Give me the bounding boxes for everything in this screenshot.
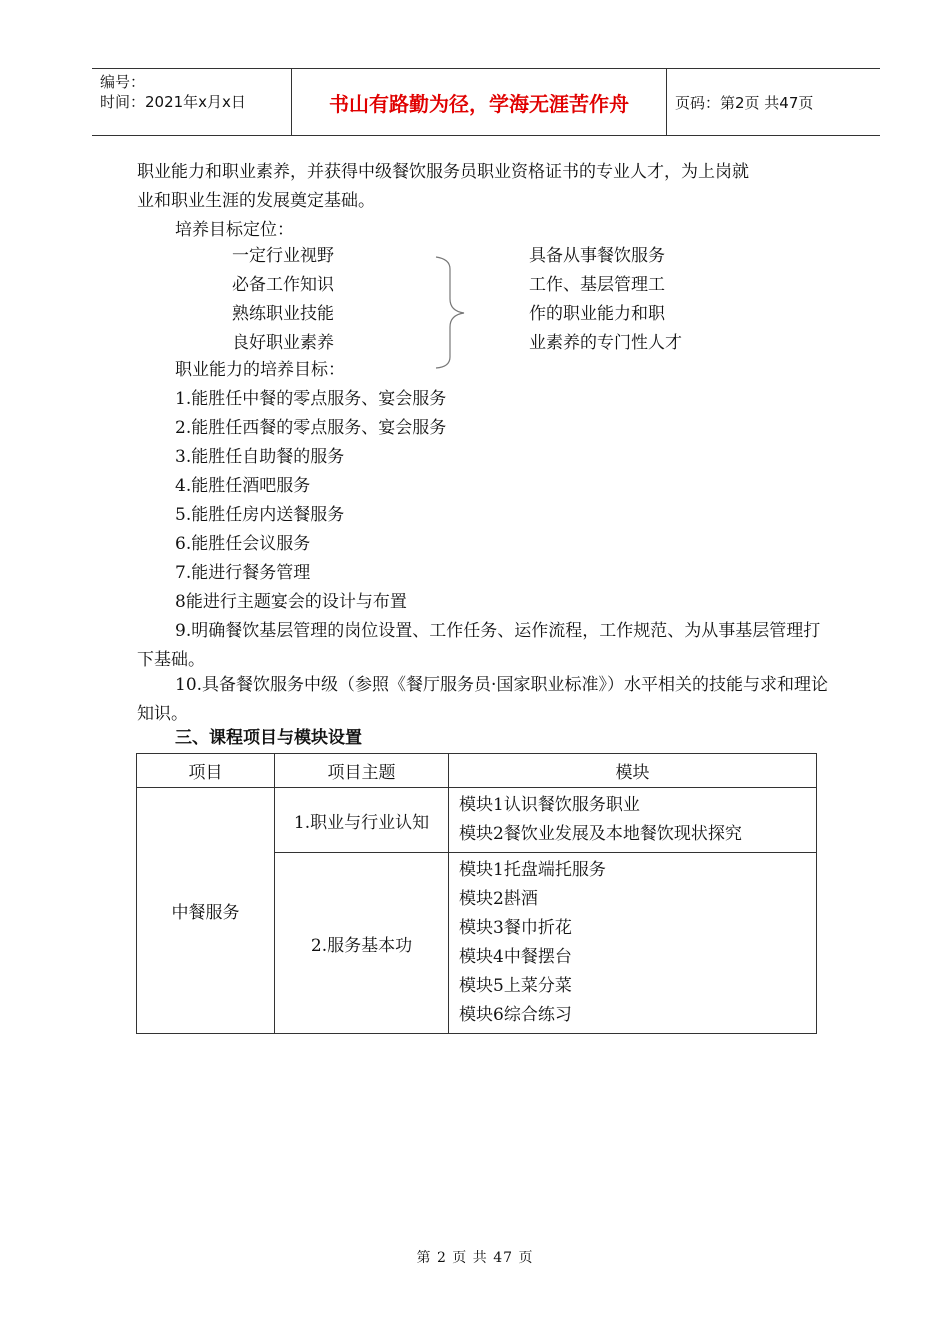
positioning-left-item: 必备工作知识 (232, 275, 334, 295)
page-footer: 第 2 页 共 47 页 (416, 1250, 534, 1266)
module-item: 模块1托盘端托服务 (459, 860, 606, 880)
positioning-title: 培养目标定位： (175, 220, 294, 240)
topic-cell: 1.职业与行业认知 (275, 788, 449, 853)
positioning-left-item: 良好职业素养 (232, 333, 334, 353)
table-header-row (137, 754, 817, 788)
module-item: 模块3餐巾折花 (459, 918, 572, 938)
positioning-right-line: 作的职业能力和职 (529, 304, 665, 324)
module-item: 模块1认识餐饮服务职业 (459, 795, 640, 815)
ability-item: 8能进行主题宴会的设计与布置 (175, 592, 407, 612)
column-header: 项目 (137, 754, 275, 788)
ability-item: 3.能胜任自助餐的服务 (175, 447, 345, 467)
column-header: 项目主题 (275, 754, 449, 788)
ability-item-9: 9.明确餐饮基层管理的岗位设置、工作任务、运作流程，工作规范、为从事基层管理打下基础。 (137, 621, 821, 670)
ability-item: 2.能胜任西餐的零点服务、宴会服务 (175, 418, 447, 438)
positioning-left-item: 熟练职业技能 (232, 304, 334, 324)
table-row (137, 788, 817, 853)
time-label: 时间：2021年x月x日 (100, 93, 246, 111)
ability-item: 7.能进行餐务管理 (175, 563, 311, 583)
ability-item: 4.能胜任酒吧服务 (175, 476, 311, 496)
modules-cell (449, 853, 817, 1034)
module-item: 模块6综合练习 (459, 1005, 572, 1025)
positioning-right-line: 具备从事餐饮服务 (529, 246, 665, 266)
module-item: 模块2斟酒 (459, 889, 538, 909)
course-table (136, 753, 817, 1034)
ability-item: 6.能胜任会议服务 (175, 534, 311, 554)
header-meta (92, 69, 292, 135)
ability-item-10: 10.具备餐饮服务中级（参照《餐厅服务员·国家职业标准》）水平相关的技能与求和理论知识。 (137, 675, 828, 724)
ability-item: 1.能胜任中餐的零点服务、宴会服务 (175, 389, 447, 409)
ability-item: 5.能胜任房内送餐服务 (175, 505, 345, 525)
right-brace-icon (432, 255, 472, 370)
code-label: 编号： (100, 73, 146, 91)
positioning-right-line: 业素养的专门性人才 (529, 333, 682, 353)
header-page-label: 页码：第2页 共47页 (675, 93, 814, 112)
page-header (92, 68, 880, 136)
module-item: 模块4中餐摆台 (459, 947, 572, 967)
header-motto: 书山有路勤为径，学海无涯苦作舟 (292, 69, 667, 135)
positioning-left-item: 一定行业视野 (232, 246, 334, 266)
module-item: 模块2餐饮业发展及本地餐饮现状探究 (459, 824, 742, 844)
section-title: 三、课程项目与模块设置 (175, 728, 362, 748)
positioning-right-line: 工作、基层管理工 (529, 275, 665, 295)
topic-cell: 2.服务基本功 (275, 853, 449, 1034)
intro-line-1: 职业能力和职业素养，并获得中级餐饮服务员职业资格证书的专业人才，为上岗就 (137, 162, 749, 182)
project-cell: 中餐服务 (137, 788, 275, 1034)
modules-cell (449, 788, 817, 853)
intro-line-2: 业和职业生涯的发展奠定基础。 (137, 191, 375, 211)
column-header: 模块 (449, 754, 817, 788)
module-item: 模块5上菜分菜 (459, 976, 572, 996)
ability-title: 职业能力的培养目标： (175, 360, 345, 380)
